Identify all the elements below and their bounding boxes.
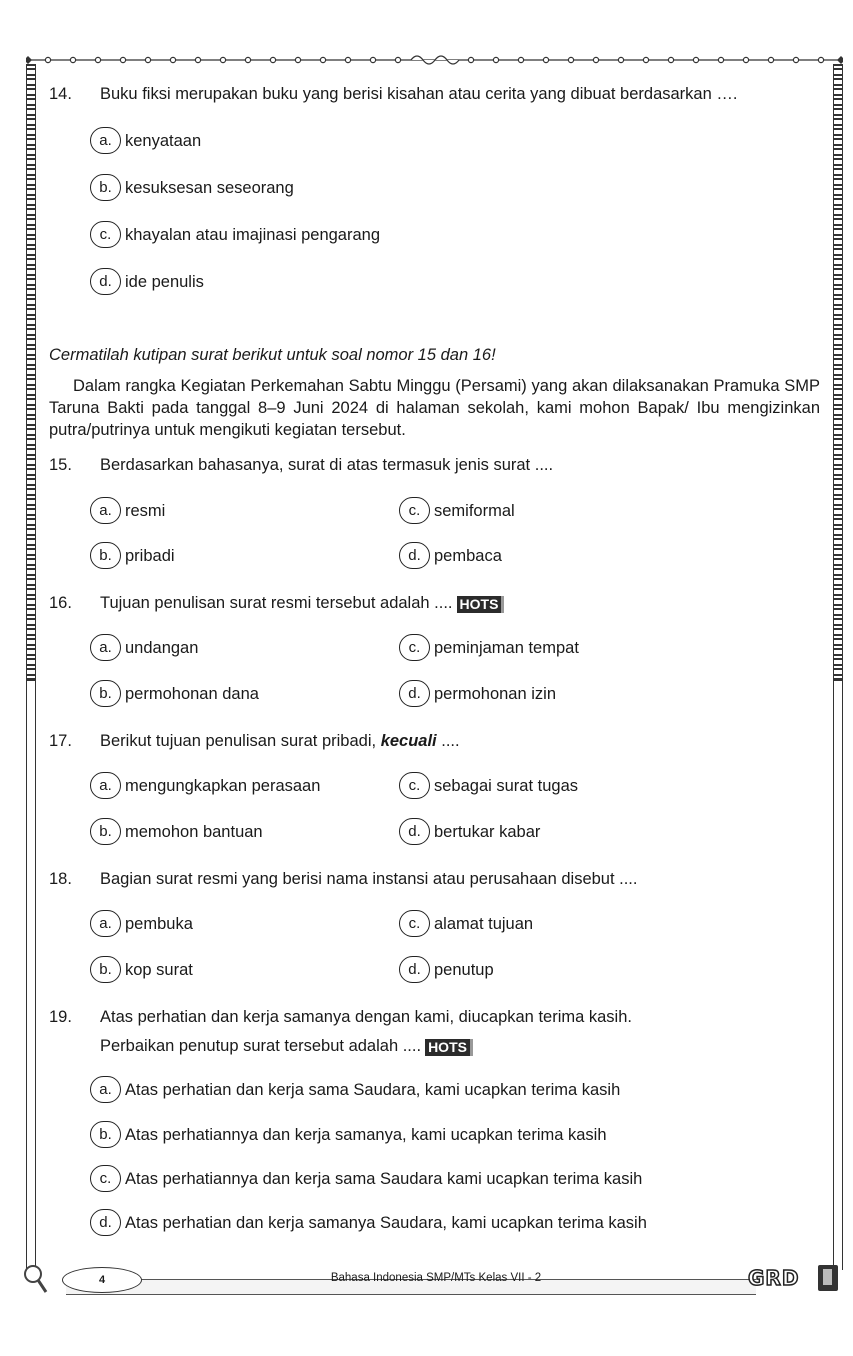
page-number: 4 — [62, 1267, 142, 1293]
option-text: permohonan izin — [434, 684, 556, 703]
option-letter: c. — [399, 772, 430, 799]
question-emphasis: kecuali — [380, 732, 437, 750]
hots-badge: HOTS — [425, 1039, 473, 1056]
option-letter: b. — [90, 956, 121, 983]
question-number: 19. — [49, 1008, 72, 1026]
option-letter: d. — [90, 1209, 121, 1236]
q19-option-d[interactable] — [90, 1209, 647, 1236]
option-text: Atas perhatiannya dan kerja sama Saudara kami ucapkan terima kasih — [125, 1169, 643, 1188]
option-letter: c. — [399, 910, 430, 937]
q15-option-c[interactable] — [399, 497, 515, 524]
q15-option-b[interactable] — [90, 542, 175, 569]
option-letter: d. — [399, 956, 430, 983]
option-letter: a. — [90, 497, 121, 524]
q18-option-d[interactable] — [399, 956, 494, 983]
q17-option-c[interactable] — [399, 772, 578, 799]
question-text: Buku fiksi merupakan buku yang berisi kisahan atau cerita yang dibuat berdasarkan …. — [100, 85, 738, 103]
q18-option-a[interactable] — [90, 910, 193, 937]
option-text: pembaca — [434, 546, 502, 565]
option-text: penutup — [434, 960, 494, 979]
q15-option-d[interactable] — [399, 542, 502, 569]
option-letter: d. — [399, 680, 430, 707]
page-footer — [26, 1262, 846, 1298]
option-text: kenyataan — [125, 131, 202, 150]
option-letter: b. — [90, 818, 121, 845]
option-text: alamat tujuan — [434, 914, 534, 933]
option-text: bertukar kabar — [434, 822, 541, 841]
q14-option-c[interactable] — [90, 221, 380, 248]
left-dotted-border — [26, 64, 36, 684]
q18-option-c[interactable] — [399, 910, 533, 937]
option-letter: b. — [90, 1121, 121, 1148]
option-text: pribadi — [125, 546, 175, 565]
q17-option-a[interactable] — [90, 772, 320, 799]
option-text: pembuka — [125, 914, 193, 933]
option-letter: a. — [90, 910, 121, 937]
option-text: undangan — [125, 638, 199, 657]
q14-option-b[interactable] — [90, 174, 294, 201]
option-letter: d. — [399, 542, 430, 569]
option-text: kesuksesan seseorang — [125, 178, 294, 197]
excerpt-text: Dalam rangka Kegiatan Perkemahan Sabtu Minggu (Persami) yang akan dilaksanakan Pramuka SMP Taruna Bakti pada tanggal 8–9 Juni 2024 di halaman sekolah, kami mohon Bapak/ Ibu mengizinkan putra/putrinya untuk mengikuti kegiatan tersebut. — [49, 377, 820, 439]
hots-badge: HOTS — [457, 596, 505, 613]
option-text: resmi — [125, 501, 166, 520]
q15-option-a[interactable] — [90, 497, 165, 524]
question-text: Tujuan penulisan surat resmi tersebut adalah .... — [100, 594, 453, 612]
option-text: Atas perhatian dan kerja samanya Saudara, kami ucapkan terima kasih — [125, 1213, 647, 1232]
option-letter: a. — [90, 1076, 121, 1103]
instruction: Cermatilah kutipan surat berikut untuk soal nomor 15 dan 16! — [49, 346, 496, 364]
book-title: Bahasa Indonesia SMP/MTs Kelas VII - 2 — [330, 1272, 542, 1284]
right-dotted-border — [833, 64, 843, 684]
q17-option-d[interactable] — [399, 818, 540, 845]
q17-option-b[interactable] — [90, 818, 263, 845]
q16-option-b[interactable] — [90, 680, 259, 707]
option-letter: c. — [90, 1165, 121, 1192]
option-letter: a. — [90, 127, 121, 154]
q16-option-c[interactable] — [399, 634, 579, 661]
option-text: khayalan atau imajinasi pengarang — [125, 225, 381, 244]
q19-option-b[interactable] — [90, 1121, 607, 1148]
option-letter: c. — [90, 221, 121, 248]
book-icon — [818, 1265, 838, 1291]
q19-option-c[interactable] — [90, 1165, 642, 1192]
publisher-logo: GRD — [748, 1266, 800, 1290]
option-text: mengungkapkan perasaan — [125, 776, 321, 795]
magnifier-icon — [22, 1262, 48, 1296]
option-letter: a. — [90, 772, 121, 799]
question-text-2: Perbaikan penutup surat tersebut adalah .... — [100, 1037, 422, 1055]
question-number: 17. — [49, 732, 72, 750]
option-text: semiformal — [434, 501, 515, 520]
letter-excerpt — [49, 375, 820, 441]
option-letter: b. — [90, 174, 121, 201]
question-number: 14. — [49, 85, 72, 103]
option-letter: c. — [399, 634, 430, 661]
option-text: peminjaman tempat — [434, 638, 579, 657]
option-letter: d. — [399, 818, 430, 845]
option-letter: c. — [399, 497, 430, 524]
q18-option-b[interactable] — [90, 956, 193, 983]
q19-option-a[interactable] — [90, 1076, 620, 1103]
option-text: Atas perhatiannya dan kerja samanya, kami ucapkan terima kasih — [125, 1125, 607, 1144]
option-letter: b. — [90, 542, 121, 569]
question-number: 18. — [49, 870, 72, 888]
top-ornament-border — [26, 54, 843, 66]
question-text: Bagian surat resmi yang berisi nama instansi atau perusahaan disebut .... — [100, 870, 638, 888]
option-text: kop surat — [125, 960, 193, 979]
q14-option-d[interactable] — [90, 268, 204, 295]
left-solid-border — [26, 680, 36, 1270]
option-text: permohonan dana — [125, 684, 259, 703]
option-text: ide penulis — [125, 272, 204, 291]
question-suffix: .... — [436, 732, 460, 750]
option-text: memohon bantuan — [125, 822, 263, 841]
option-letter: d. — [90, 268, 121, 295]
option-letter: b. — [90, 680, 121, 707]
question-text: Berdasarkan bahasanya, surat di atas termasuk jenis surat .... — [100, 456, 554, 474]
option-letter: a. — [90, 634, 121, 661]
option-text: sebagai surat tugas — [434, 776, 579, 795]
question-text: Berikut tujuan penulisan surat pribadi, — [100, 732, 377, 750]
question-number: 16. — [49, 594, 72, 612]
q16-option-a[interactable] — [90, 634, 198, 661]
question-text: Atas perhatian dan kerja samanya dengan kami, diucapkan terima kasih. — [100, 1008, 632, 1026]
question-number: 15. — [49, 456, 72, 474]
right-solid-border — [833, 680, 843, 1270]
q14-option-a[interactable] — [90, 127, 201, 154]
q16-option-d[interactable] — [399, 680, 556, 707]
option-text: Atas perhatian dan kerja sama Saudara, kami ucapkan terima kasih — [125, 1080, 621, 1099]
